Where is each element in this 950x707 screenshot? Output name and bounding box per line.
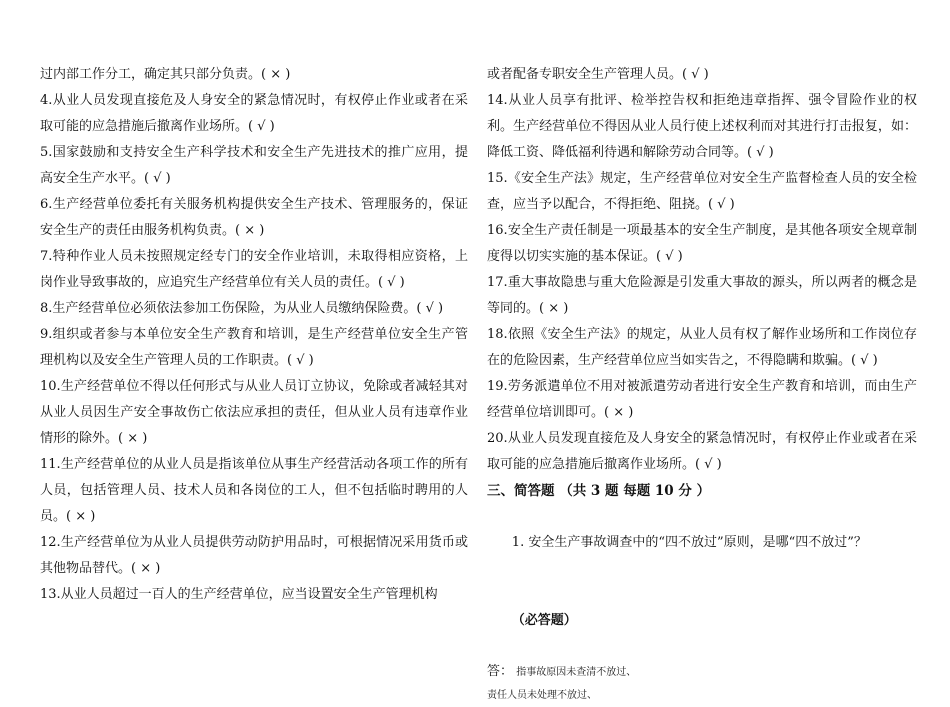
true-false-item: 过内部工作分工，确定其只部分负责。( × ) <box>40 67 291 82</box>
true-false-item: 10.生产经营单位不得以任何形式与从业人员订立协议，免除或者减轻其对从业人员因生产安全事故伤亡依法应承担的责任，但从业人员有违章作业情形的除外。( × ) <box>40 379 468 446</box>
required-tag: （必答题） <box>511 613 577 628</box>
true-false-item: 19.劳务派遣单位不用对被派遣劳动者进行安全生产教育和培训，而由生产经营单位培训即可。( × ) <box>487 379 917 420</box>
answer-label: 答： <box>487 664 514 679</box>
true-false-item: 18.依照《安全生产法》的规定，从业人员有权了解作业场所和工作岗位存在的危险因素，生产经营单位应当如实告之，不得隐瞒和欺骗。( √ ) <box>487 327 917 368</box>
right-column <box>487 62 917 707</box>
right-items <box>487 62 917 478</box>
true-false-item: 7.特种作业人员未按照规定经专门的安全作业培训，未取得相应资格，上岗作业导致事故的，应追究生产经营单位有关人员的责任。( √ ) <box>40 249 468 290</box>
true-false-item: 16.安全生产责任制是一项最基本的安全生产制度，是其他各项安全规章制度得以切实实施的基本保证。( √ ) <box>487 223 917 264</box>
true-false-item: 13.从业人员超过一百人的生产经营单位，应当设置安全生产管理机构 <box>40 587 438 602</box>
true-false-item: 6.生产经营单位委托有关服务机构提供安全生产技术、管理服务的，保证安全生产的责任由服务机构负责。( × ) <box>40 197 468 238</box>
true-false-item: 14.从业人员享有批评、检举控告权和拒绝违章指挥、强令冒险作业的权利。生产经营单位不得因从业人员行使上述权利而对其进行打击报复，如：降低工资、降低福利待遇和解除劳动合同等。( √ ) <box>487 93 917 160</box>
true-false-item: 4.从业人员发现直接危及人身安全的紧急情况时，有权停止作业或者在采取可能的应急措施后撤离作业场所。( √ ) <box>40 93 468 134</box>
true-false-item: 17.重大事故隐患与重大危险源是引发重大事故的源头，所以两者的概念是等同的。( × ) <box>487 275 917 316</box>
true-false-item: 5.国家鼓励和支持安全生产科学技术和安全生产先进技术的推广应用，提高安全生产水平。( √ ) <box>40 145 468 186</box>
section-heading: 三、简答题 （共 3 题 每题 10 分 ） <box>487 483 711 499</box>
answer-first-line <box>487 660 917 685</box>
answer-line: 指事故原因未查清不放过、 <box>516 667 637 678</box>
true-false-item: 9.组织或者参与本单位安全生产教育和培训，是生产经营单位安全生产管理机构以及安全生产管理人员的工作职责。( √ ) <box>40 327 468 368</box>
left-column <box>40 62 468 608</box>
true-false-item: 11.生产经营单位的从业人员是指该单位从事生产经营活动各项工作的所有人员，包括管理人员、技术人员和各岗位的工人，但不包括临时聘用的人员。( × ) <box>40 457 468 524</box>
answer-line: 责任人员未处理不放过、 <box>487 690 597 701</box>
true-false-item: 12.生产经营单位为从业人员提供劳动防护用品时，可根据情况采用货币或其他物品替代。( × ) <box>40 535 468 576</box>
true-false-item: 或者配备专职安全生产管理人员。( √ ) <box>487 67 709 82</box>
question-text: 1. 安全生产事故调查中的“四不放过”原则，是哪“四不放过”？ <box>511 535 867 550</box>
true-false-item: 15.《安全生产法》规定，生产经营单位对安全生产监督检查人员的安全检查，应当予以配合，不得拒绝、阻挠。( √ ) <box>487 171 917 212</box>
question-1 <box>487 504 917 660</box>
true-false-item: 8.生产经营单位必须依法参加工伤保险，为从业人员缴纳保险费。( √ ) <box>40 301 444 316</box>
true-false-item: 20.从业人员发现直接危及人身安全的紧急情况时，有权停止作业或者在采取可能的应急措施后撤离作业场所。( √ ) <box>487 431 917 472</box>
